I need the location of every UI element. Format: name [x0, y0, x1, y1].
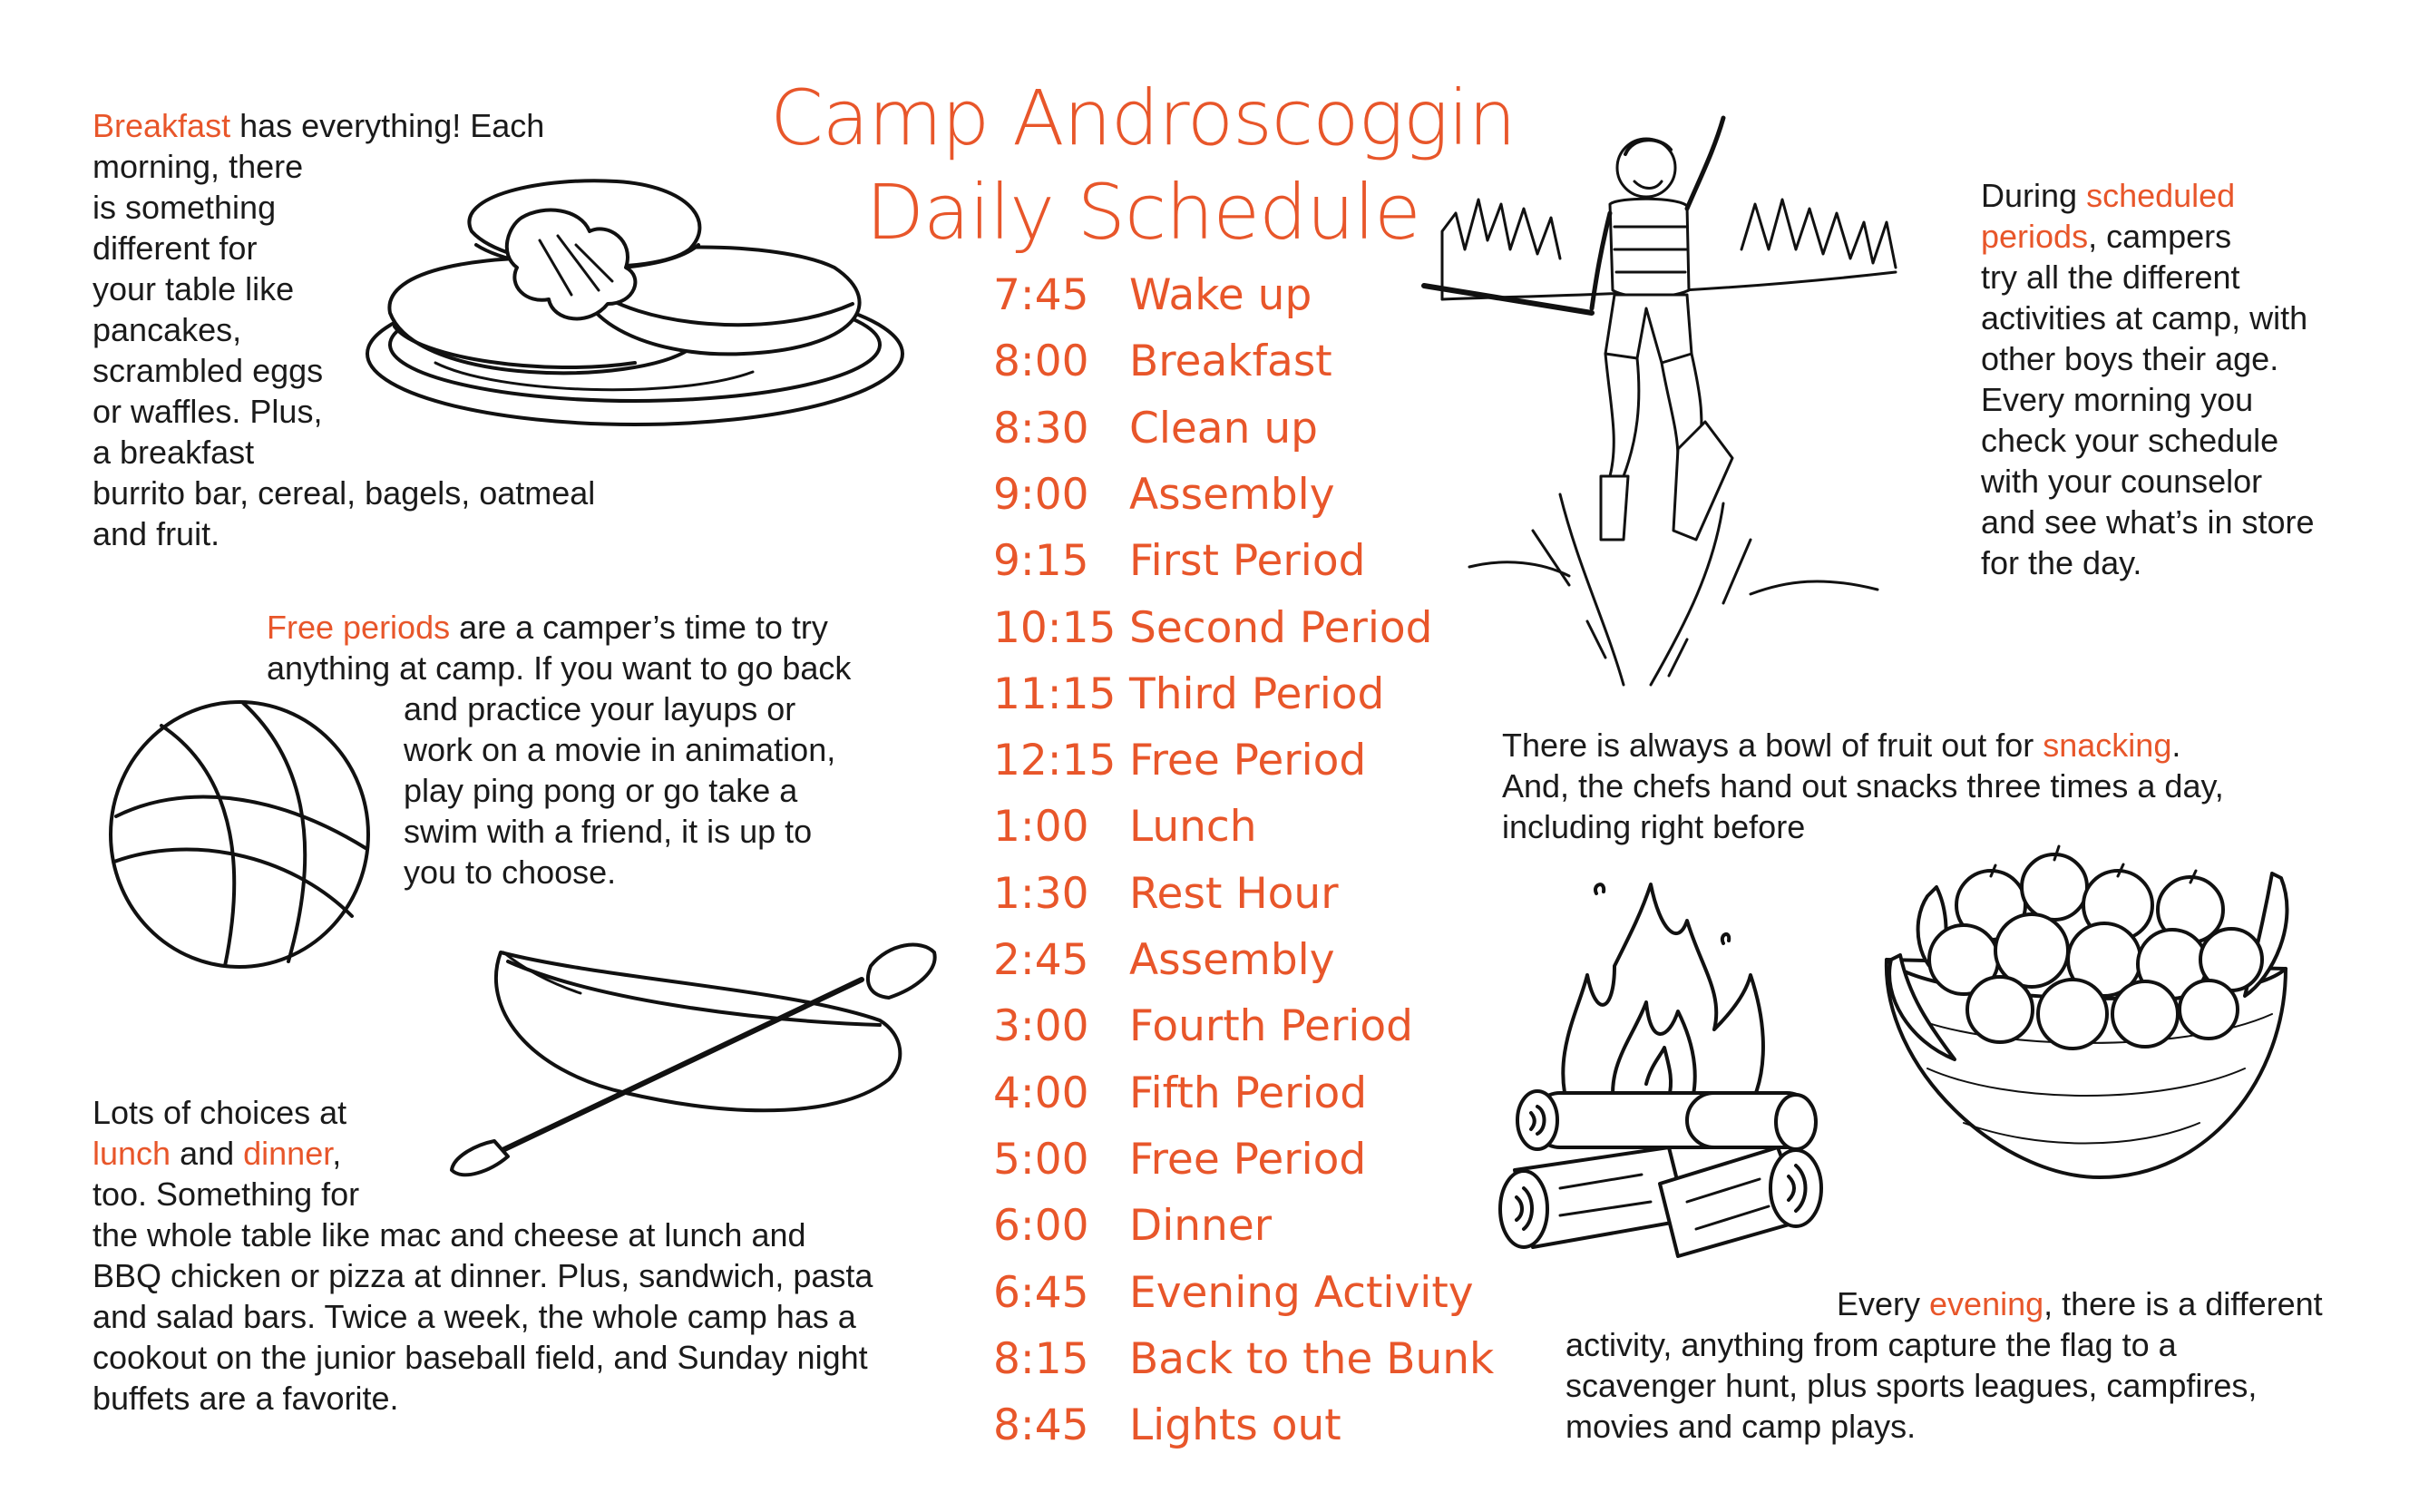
- schedule-time: 2:45: [993, 935, 1089, 985]
- schedule-activity: Wake up: [1129, 270, 1312, 320]
- snacking-paragraph: There is always a bowl of fruit out for snacking. And, the chefs hand out snacks three times a day, including right before: [1502, 727, 2224, 845]
- evening-paragraph: Every evening, there is a different activity, anything from capture the flag to a scavenger hunt, plus sports leagues, campfires, movies and camp plays.: [1566, 1285, 2323, 1445]
- free-periods-highlight: Free periods: [267, 609, 451, 646]
- schedule-time: 8:30: [993, 403, 1089, 454]
- schedule-activity: Rest Hour: [1129, 868, 1339, 919]
- lunch-dinner-paragraph: Lots of choices at lunch and dinner, too. Something for the whole table like mac and cheese at lunch and BBQ chicken or pizza at dinner. Plus, sandwich, pasta and salad bars. Twice a week, the whole camp has a cookout on the junior baseball field, and Sunday night buffets are a favorite.: [93, 1094, 873, 1417]
- schedule-activity: Assembly: [1129, 469, 1335, 520]
- lunch-highlight: lunch: [93, 1135, 171, 1172]
- scheduled-highlight: scheduled: [2086, 177, 2236, 214]
- fruit-bowl-illustration: [1873, 833, 2295, 1185]
- schedule-time: 6:45: [993, 1267, 1089, 1318]
- schedule-activity: Free Period: [1129, 1134, 1367, 1185]
- campfire-illustration: [1506, 875, 1819, 1265]
- schedule-time: 6:00: [993, 1201, 1089, 1252]
- evening-highlight: evening: [1929, 1285, 2044, 1322]
- basketball-illustration: [107, 698, 372, 971]
- schedule-activity: Third Period: [1129, 668, 1385, 719]
- schedule-time: 8:00: [993, 337, 1089, 387]
- schedule-time: 5:00: [993, 1134, 1089, 1185]
- periods-highlight: periods: [1981, 218, 2089, 255]
- breakfast-paragraph: Breakfast has everything! Each morning, there is something different for your table like pancakes, scrambled eggs or waffles. Plus, a breakfast burrito bar, cereal, bagels, oatmeal and fruit.: [93, 107, 596, 552]
- pancakes-illustration: [363, 168, 907, 440]
- schedule-time: 3:00: [993, 1001, 1089, 1052]
- schedule-time: 11:15: [993, 668, 1117, 719]
- schedule-activity: Evening Activity: [1129, 1267, 1474, 1318]
- schedule-activity: Dinner: [1129, 1201, 1273, 1252]
- schedule-time: 8:45: [993, 1400, 1089, 1451]
- schedule-activity: Lunch: [1129, 802, 1257, 853]
- snacking-highlight: snacking: [2043, 727, 2172, 764]
- schedule-time: 1:00: [993, 802, 1089, 853]
- schedule-time: 1:30: [993, 868, 1089, 919]
- dinner-highlight: dinner: [243, 1135, 333, 1172]
- schedule-activity: Lights out: [1129, 1400, 1341, 1451]
- schedule-activity: Second Period: [1129, 602, 1433, 653]
- schedule-activity: Assembly: [1129, 935, 1335, 985]
- title-line-1: Camp Androscoggin: [770, 73, 1516, 162]
- title-line-2: Daily Schedule: [865, 168, 1420, 257]
- schedule-time: 9:15: [993, 536, 1089, 587]
- canoe-illustration: [444, 934, 943, 1179]
- schedule-activity: First Period: [1129, 536, 1366, 587]
- schedule-activity: Breakfast: [1129, 337, 1332, 387]
- schedule-time: 4:00: [993, 1068, 1089, 1118]
- schedule-time: 12:15: [993, 736, 1117, 786]
- schedule-activity: Fourth Period: [1129, 1001, 1413, 1052]
- schedule-activity: Free Period: [1129, 736, 1367, 786]
- schedule-time: 9:00: [993, 469, 1089, 520]
- schedule-activity: Clean up: [1129, 403, 1318, 454]
- schedule-time: 10:15: [993, 602, 1117, 653]
- schedule-time: 7:45: [993, 270, 1089, 320]
- schedule-activity: Back to the Bunk: [1129, 1333, 1495, 1384]
- scheduled-periods-paragraph: During scheduled periods, campers try all the different activities at camp, with other boys their age. Every morning you check your schedule with your counselor and see what’s in store for the day.: [1981, 177, 2315, 581]
- breakfast-highlight: Breakfast: [93, 107, 231, 144]
- free-periods-paragraph: Free periods are a camper’s time to try anything at camp. If you want to go back and practice your layups or work on a movie in animation, play ping pong or go take a swim with a friend, it is up to you to choose.: [267, 609, 852, 891]
- schedule-activity: Fifth Period: [1129, 1068, 1368, 1118]
- waterskier-illustration: [1424, 113, 1950, 703]
- schedule-time: 8:15: [993, 1333, 1089, 1384]
